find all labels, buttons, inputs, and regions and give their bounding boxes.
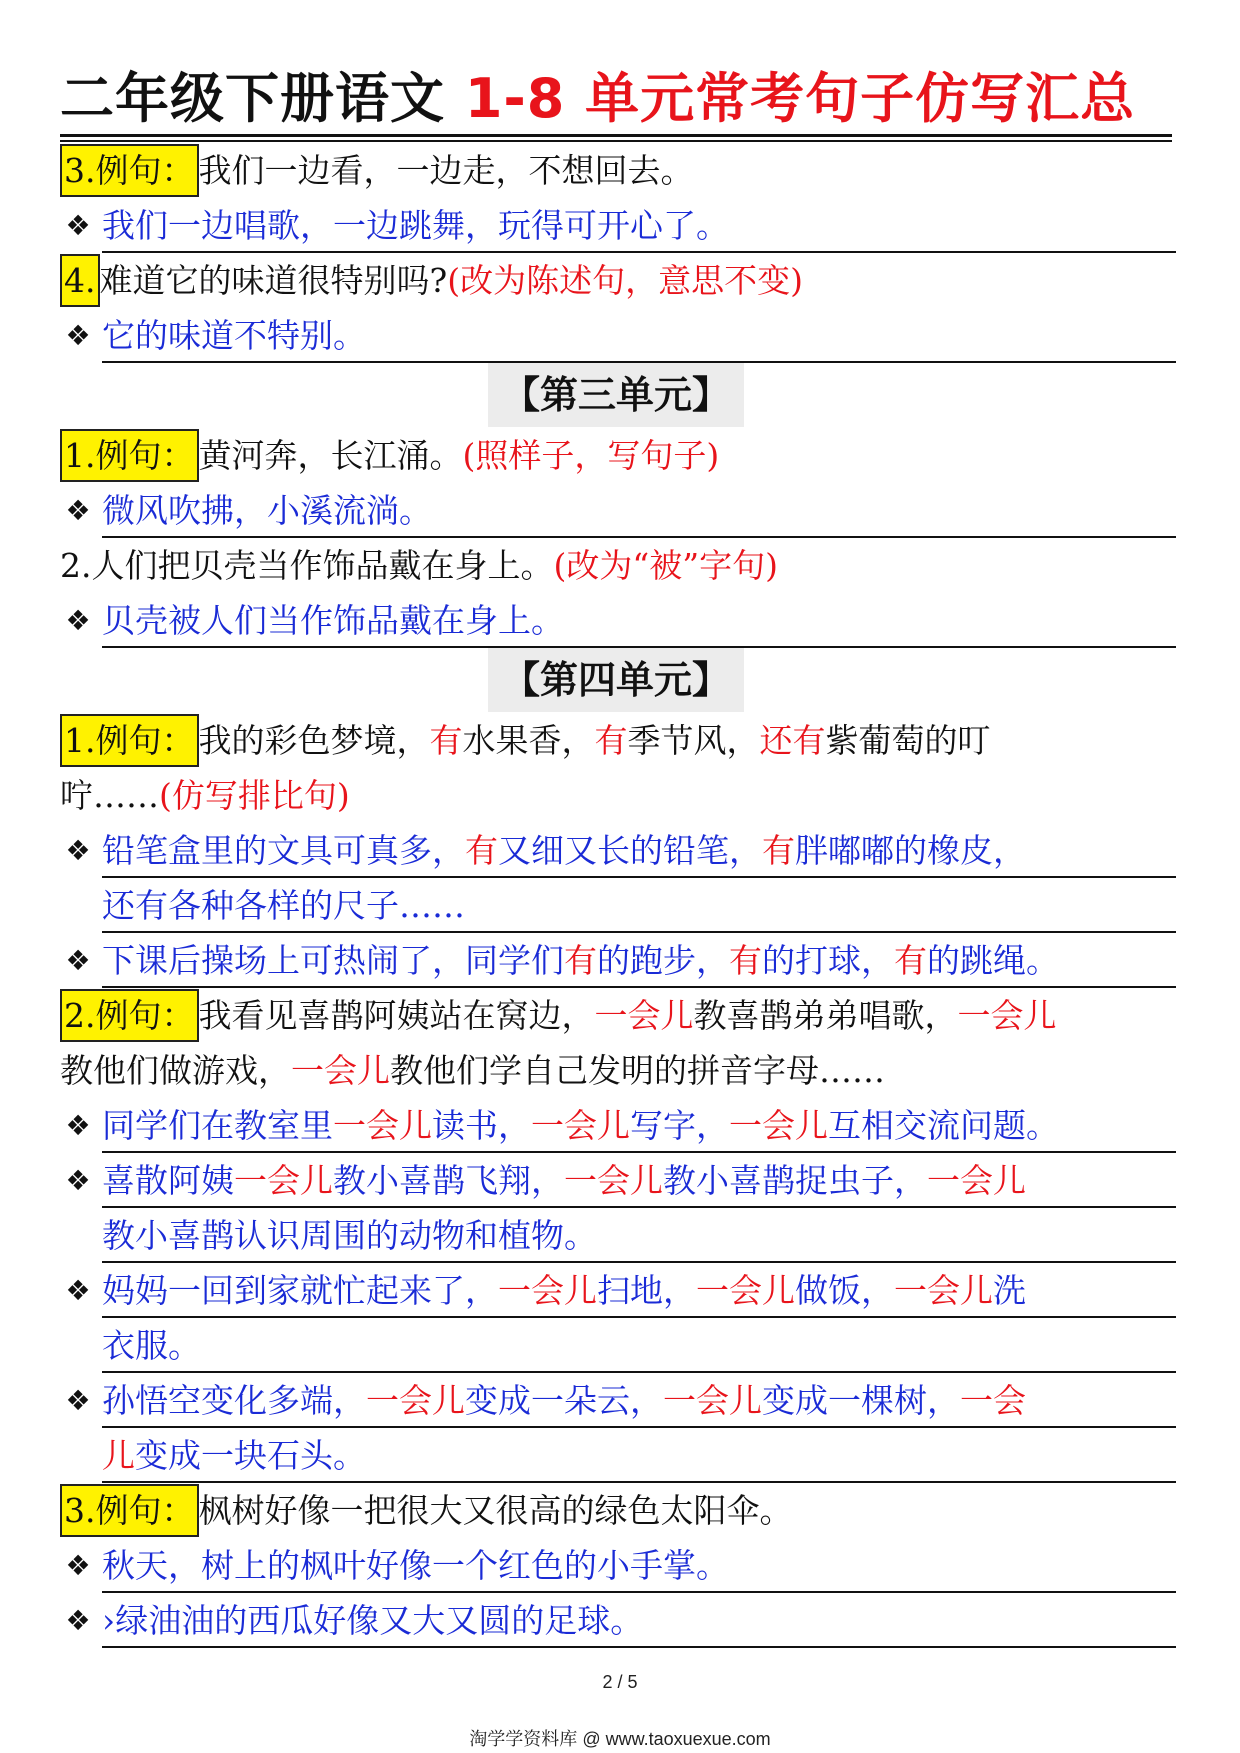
answer-line-cont: 衣服。: [60, 1318, 1172, 1373]
answer-line: ❖ 我们一边唱歌，一边跳舞，玩得可开心了。: [60, 198, 1172, 253]
bullet-icon: ❖: [65, 1549, 91, 1582]
question-sentence: 4. 难道它的味道很特别吗?(改为陈述句，意思不变): [60, 253, 1172, 308]
title-black: 二年级下册语文: [60, 67, 465, 130]
answer-line: ❖ 喜散阿姨一会儿教小喜鹊飞翔，一会儿教小喜鹊捉虫子，一会儿: [60, 1153, 1172, 1208]
answer-line-cont: 教小喜鹊认识周围的动物和植物。: [60, 1208, 1172, 1263]
item-label: 3.例句：: [60, 144, 199, 197]
title-red: 1-8 单元常考句子仿写汇总: [464, 67, 1136, 130]
bullet-icon: ❖: [65, 944, 91, 977]
exercise-list: [60, 143, 1172, 1648]
item-label: 2.例句：: [60, 989, 199, 1042]
page-title: [60, 64, 1172, 134]
answer-line: ❖ 秋天，树上的枫叶好像一个红色的小手掌。: [60, 1538, 1172, 1593]
section-heading: 【第四单元】: [60, 648, 1172, 713]
example-sentence: 3.例句： 我们一边看，一边走，不想回去。: [60, 143, 1172, 198]
example-sentence-cont: 咛……(仿写排比句): [60, 776, 350, 815]
answer-line: ❖ 下课后操场上可热闹了，同学们有的跑步，有的打球，有的跳绳。: [60, 933, 1172, 988]
item-label: 1.例句：: [60, 714, 199, 767]
answer-line-cont: 还有各种各样的尺子……: [60, 878, 1172, 933]
instruction: (照样子，写句子): [462, 436, 720, 475]
answer-line: ❖ ›绿油油的西瓜好像又大又圆的足球。: [60, 1593, 1172, 1648]
bullet-icon: ❖: [65, 494, 91, 527]
page-number: 2 / 5: [602, 1672, 638, 1692]
bullet-icon: ❖: [65, 1604, 91, 1637]
item-label: 4.: [60, 254, 100, 307]
title-rule-thin: [60, 140, 1172, 142]
answer-line: ❖ 微风吹拂，小溪流淌。: [60, 483, 1172, 538]
bullet-icon: ❖: [65, 1274, 91, 1307]
answer-line: ❖ 孙悟空变化多端，一会儿变成一朵云，一会儿变成一棵树，一会: [60, 1373, 1172, 1428]
section-heading: 【第三单元】: [60, 363, 1172, 428]
bullet-icon: ❖: [65, 209, 91, 242]
example-sentence-cont: 教他们做游戏，一会儿教他们学自己发明的拼音字母……: [60, 1051, 885, 1090]
footer-watermark: 淘学学资料库 @ www.taoxuexue.com: [469, 1729, 771, 1749]
title-rule: [60, 134, 1172, 137]
example-sentence: 3.例句： 枫树好像一把很大又很高的绿色太阳伞。: [60, 1483, 1172, 1538]
answer-line: ❖ 同学们在教室里一会儿读书，一会儿写字，一会儿互相交流问题。: [60, 1098, 1172, 1153]
answer-line-cont: 儿变成一块石头。: [60, 1428, 1172, 1483]
bullet-icon: ❖: [65, 1384, 91, 1417]
bullet-icon: ❖: [65, 834, 91, 867]
instruction: (改为“被”字句): [553, 546, 778, 585]
answer-line: ❖ 贝壳被人们当作饰品戴在身上。: [60, 593, 1172, 648]
bullet-icon: ❖: [65, 604, 91, 637]
instruction: (仿写排比句): [159, 776, 350, 815]
example-sentence: 1.例句： 黄河奔，长江涌。(照样子，写句子): [60, 428, 1172, 483]
item-label: 3.例句：: [60, 1484, 199, 1537]
answer-line: ❖ 妈妈一回到家就忙起来了，一会儿扫地，一会儿做饭，一会儿洗: [60, 1263, 1172, 1318]
bullet-icon: ❖: [65, 1109, 91, 1142]
question-sentence: 2.人们把贝壳当作饰品戴在身上。(改为“被”字句): [60, 546, 778, 585]
example-sentence: 1.例句： 我的彩色梦境，有水果香，有季节风，还有紫葡萄的叮: [60, 713, 1172, 768]
instruction: (改为陈述句，意思不变): [447, 261, 803, 300]
item-label: 1.例句：: [60, 429, 199, 482]
answer-line: ❖ 铅笔盒里的文具可真多，有又细又长的铅笔，有胖嘟嘟的橡皮，: [60, 823, 1172, 878]
answer-line: ❖ 它的味道不特别。: [60, 308, 1172, 363]
bullet-icon: ❖: [65, 319, 91, 352]
example-sentence: 2.例句： 我看见喜鹊阿姨站在窝边，一会儿教喜鹊弟弟唱歌，一会儿: [60, 988, 1172, 1043]
bullet-icon: ❖: [65, 1164, 91, 1197]
